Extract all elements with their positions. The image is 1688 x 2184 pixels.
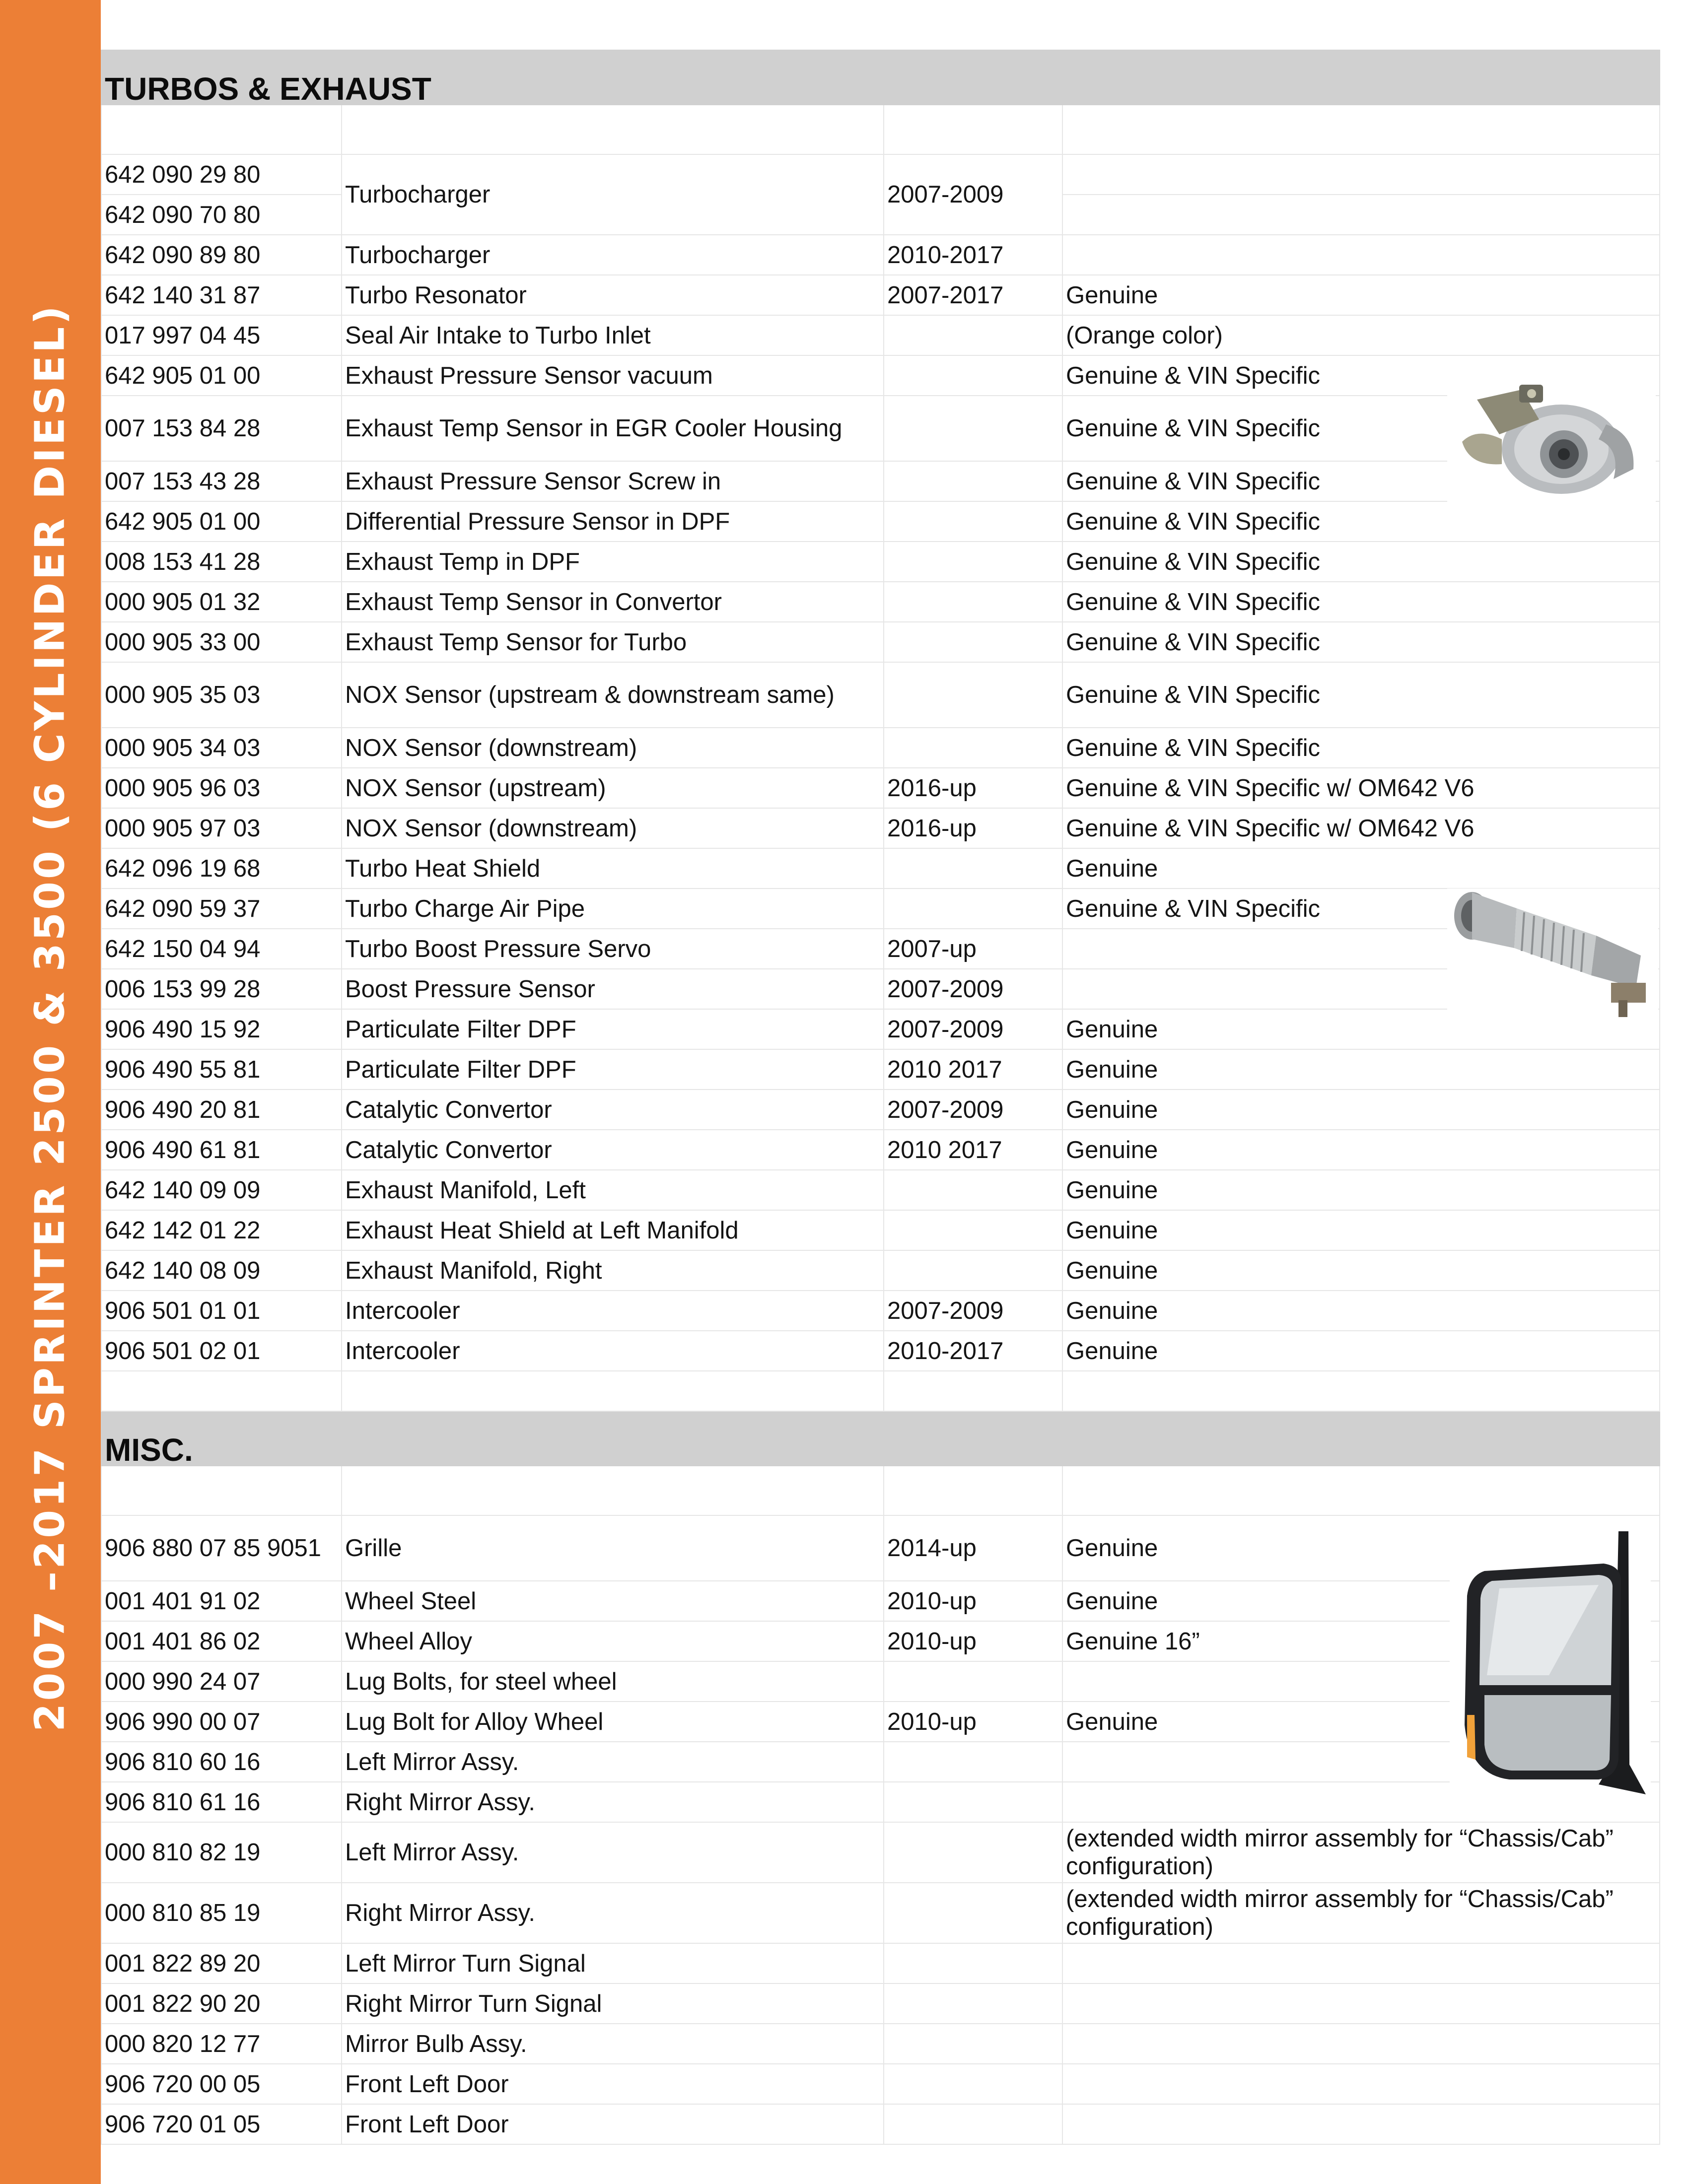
part-notes xyxy=(1062,235,1660,275)
part-description: Turbocharger xyxy=(342,154,884,235)
side-mirror-photo xyxy=(1450,1526,1651,1799)
part-years: 2010-up xyxy=(884,1621,1062,1661)
part-description: Particulate Filter DPF xyxy=(342,1009,884,1049)
table-row xyxy=(101,1661,1660,1702)
part-notes: Genuine xyxy=(1062,1702,1660,1742)
part-years xyxy=(884,2104,1062,2144)
part-number: 006 153 99 28 xyxy=(101,969,342,1009)
part-notes: Genuine & VIN Specific xyxy=(1062,501,1660,542)
part-years xyxy=(884,2024,1062,2064)
part-number: 642 090 29 80 xyxy=(101,154,342,195)
part-years xyxy=(884,662,1062,728)
part-years: 2007-2009 xyxy=(884,1291,1062,1331)
table-row xyxy=(101,1009,1660,1049)
part-years: 2010-2017 xyxy=(884,235,1062,275)
table-row xyxy=(101,848,1660,888)
part-years: 2007-2009 xyxy=(884,154,1062,235)
part-notes: Genuine xyxy=(1062,1130,1660,1170)
table-row xyxy=(101,1782,1660,1822)
part-number: 642 090 70 80 xyxy=(101,195,342,235)
part-number: 906 501 01 01 xyxy=(101,1291,342,1331)
part-notes: Genuine xyxy=(1062,1049,1660,1090)
part-notes: Genuine xyxy=(1062,1291,1660,1331)
part-description: NOX Sensor (upstream & downstream same) xyxy=(342,662,884,728)
table-row xyxy=(101,1883,1660,1943)
table-row xyxy=(101,662,1660,728)
part-number: 642 140 31 87 xyxy=(101,275,342,315)
table-row xyxy=(101,2024,1660,2064)
part-notes: Genuine & VIN Specific xyxy=(1062,461,1660,501)
part-number: 642 150 04 94 xyxy=(101,929,342,969)
part-number: 906 501 02 01 xyxy=(101,1331,342,1371)
part-description: Turbocharger xyxy=(342,235,884,275)
part-number: 008 153 41 28 xyxy=(101,542,342,582)
part-number: 642 140 08 09 xyxy=(101,1250,342,1291)
part-description: NOX Sensor (downstream) xyxy=(342,808,884,848)
parts-table-body xyxy=(101,50,1660,2144)
table-row xyxy=(101,888,1660,929)
part-description: Boost Pressure Sensor xyxy=(342,969,884,1009)
part-notes: Genuine xyxy=(1062,1170,1660,1210)
table-row xyxy=(101,929,1660,969)
part-years: 2010-2017 xyxy=(884,1331,1062,1371)
part-years xyxy=(884,1822,1062,1883)
part-number: 906 720 01 05 xyxy=(101,2104,342,2144)
part-years xyxy=(884,1661,1062,1702)
part-years xyxy=(884,315,1062,355)
turbocharger-photo xyxy=(1447,380,1656,504)
table-row xyxy=(101,1210,1660,1250)
part-number: 007 153 84 28 xyxy=(101,396,342,461)
part-years xyxy=(884,1782,1062,1822)
part-number: 001 822 89 20 xyxy=(101,1943,342,1983)
part-description: Exhaust Temp Sensor in Convertor xyxy=(342,582,884,622)
part-notes xyxy=(1062,154,1660,195)
part-number: 906 810 60 16 xyxy=(101,1742,342,1782)
part-notes: Genuine xyxy=(1062,1250,1660,1291)
part-number: 906 880 07 85 9051 xyxy=(101,1515,342,1581)
orange-sidebar xyxy=(0,0,101,2184)
table-row xyxy=(101,315,1660,355)
part-years xyxy=(884,1210,1062,1250)
part-notes: Genuine & VIN Specific xyxy=(1062,728,1660,768)
part-number: 906 490 61 81 xyxy=(101,1130,342,1170)
part-description: Exhaust Manifold, Left xyxy=(342,1170,884,1210)
table-row xyxy=(101,1742,1660,1782)
part-notes: (extended width mirror assembly for “Chassis/Cab” configuration) xyxy=(1062,1883,1660,1943)
table-row xyxy=(101,2064,1660,2104)
part-description: Catalytic Convertor xyxy=(342,1090,884,1130)
part-notes: Genuine 16” xyxy=(1062,1621,1660,1661)
table-row xyxy=(101,808,1660,848)
part-notes: Genuine xyxy=(1062,1581,1660,1621)
part-description: NOX Sensor (downstream) xyxy=(342,728,884,768)
table-row xyxy=(101,1250,1660,1291)
part-description: Exhaust Pressure Sensor Screw in xyxy=(342,461,884,501)
part-notes: Genuine & VIN Specific xyxy=(1062,622,1660,662)
part-number: 906 990 00 07 xyxy=(101,1702,342,1742)
part-notes xyxy=(1062,195,1660,235)
part-notes xyxy=(1062,2064,1660,2104)
part-description: Right Mirror Turn Signal xyxy=(342,1983,884,2024)
part-notes: (extended width mirror assembly for “Chassis/Cab” configuration) xyxy=(1062,1822,1660,1883)
part-years xyxy=(884,355,1062,396)
parts-table xyxy=(101,50,1660,2145)
part-description: Right Mirror Assy. xyxy=(342,1883,884,1943)
table-row xyxy=(101,275,1660,315)
part-years xyxy=(884,1742,1062,1782)
part-number: 000 905 01 32 xyxy=(101,582,342,622)
part-years xyxy=(884,1943,1062,1983)
part-description: Right Mirror Assy. xyxy=(342,1782,884,1822)
part-description: Turbo Resonator xyxy=(342,275,884,315)
part-description: Differential Pressure Sensor in DPF xyxy=(342,501,884,542)
part-notes: (Orange color) xyxy=(1062,315,1660,355)
part-years xyxy=(884,622,1062,662)
section-title: MISC. xyxy=(101,1411,1660,1466)
table-row xyxy=(101,501,1660,542)
part-years xyxy=(884,848,1062,888)
part-years: 2007-2009 xyxy=(884,1090,1062,1130)
part-notes: Genuine xyxy=(1062,1210,1660,1250)
part-years: 2016-up xyxy=(884,808,1062,848)
table-row xyxy=(101,1331,1660,1371)
part-years: 2007-2009 xyxy=(884,1009,1062,1049)
part-number: 906 720 00 05 xyxy=(101,2064,342,2104)
part-description: Intercooler xyxy=(342,1331,884,1371)
part-number: 642 905 01 00 xyxy=(101,501,342,542)
part-years xyxy=(884,461,1062,501)
table-row xyxy=(101,396,1660,461)
part-number: 017 997 04 45 xyxy=(101,315,342,355)
part-description: Grille xyxy=(342,1515,884,1581)
table-row xyxy=(101,1291,1660,1331)
part-notes: Genuine & VIN Specific xyxy=(1062,662,1660,728)
part-notes: Genuine & VIN Specific xyxy=(1062,396,1660,461)
part-notes: Genuine xyxy=(1062,1515,1660,1581)
exhaust-pipe-photo xyxy=(1447,888,1658,1020)
table-row xyxy=(101,1943,1660,1983)
part-number: 642 140 09 09 xyxy=(101,1170,342,1210)
part-number: 000 810 82 19 xyxy=(101,1822,342,1883)
part-number: 000 905 33 00 xyxy=(101,622,342,662)
part-number: 642 905 01 00 xyxy=(101,355,342,396)
part-description: NOX Sensor (upstream) xyxy=(342,768,884,808)
part-years xyxy=(884,501,1062,542)
part-years xyxy=(884,582,1062,622)
table-row xyxy=(101,2104,1660,2144)
part-description: Turbo Charge Air Pipe xyxy=(342,888,884,929)
part-description: Exhaust Pressure Sensor vacuum xyxy=(342,355,884,396)
table-row xyxy=(101,154,1660,195)
table-row xyxy=(101,542,1660,582)
table-row xyxy=(101,622,1660,662)
part-years xyxy=(884,1250,1062,1291)
part-number: 007 153 43 28 xyxy=(101,461,342,501)
part-number: 906 490 55 81 xyxy=(101,1049,342,1090)
section-title: TURBOS & EXHAUST xyxy=(101,50,1660,105)
table-row xyxy=(101,235,1660,275)
part-number: 000 905 96 03 xyxy=(101,768,342,808)
part-description: Turbo Heat Shield xyxy=(342,848,884,888)
spacer-row xyxy=(101,1371,1660,1411)
part-number: 000 990 24 07 xyxy=(101,1661,342,1702)
section-header-turbos xyxy=(101,50,1660,105)
table-row xyxy=(101,1515,1660,1581)
part-notes: Genuine xyxy=(1062,848,1660,888)
part-description: Left Mirror Assy. xyxy=(342,1822,884,1883)
table-row xyxy=(101,969,1660,1009)
part-description: Catalytic Convertor xyxy=(342,1130,884,1170)
part-number: 906 490 15 92 xyxy=(101,1009,342,1049)
part-description: Exhaust Manifold, Right xyxy=(342,1250,884,1291)
part-description: Wheel Alloy xyxy=(342,1621,884,1661)
part-years: 2010 2017 xyxy=(884,1049,1062,1090)
table-row xyxy=(101,582,1660,622)
part-years xyxy=(884,542,1062,582)
part-number: 642 090 59 37 xyxy=(101,888,342,929)
part-notes: Genuine & VIN Specific xyxy=(1062,542,1660,582)
table-row xyxy=(101,1822,1660,1883)
table-row xyxy=(101,1621,1660,1661)
part-description: Seal Air Intake to Turbo Inlet xyxy=(342,315,884,355)
part-number: 001 822 90 20 xyxy=(101,1983,342,2024)
spacer-row xyxy=(101,1466,1660,1515)
part-years: 2010-up xyxy=(884,1702,1062,1742)
spacer-row xyxy=(101,105,1660,154)
part-notes: Genuine xyxy=(1062,1090,1660,1130)
part-years: 2007-up xyxy=(884,929,1062,969)
part-notes xyxy=(1062,1943,1660,1983)
part-description: Front Left Door xyxy=(342,2104,884,2144)
vehicle-title: 2007 –2017 SPRINTER 2500 & 3500 (6 CYLINDER DIESEL) xyxy=(26,303,74,1732)
part-description: Intercooler xyxy=(342,1291,884,1331)
part-years: 2016-up xyxy=(884,768,1062,808)
part-years: 2010-up xyxy=(884,1581,1062,1621)
table-row xyxy=(101,1049,1660,1090)
section-header-misc xyxy=(101,1411,1660,1466)
part-notes xyxy=(1062,1983,1660,2024)
part-number: 001 401 86 02 xyxy=(101,1621,342,1661)
part-years: 2010 2017 xyxy=(884,1130,1062,1170)
part-number: 642 090 89 80 xyxy=(101,235,342,275)
table-row xyxy=(101,461,1660,501)
part-description: Left Mirror Assy. xyxy=(342,1742,884,1782)
part-years xyxy=(884,2064,1062,2104)
table-row xyxy=(101,355,1660,396)
part-number: 000 905 97 03 xyxy=(101,808,342,848)
part-description: Turbo Boost Pressure Servo xyxy=(342,929,884,969)
part-number: 000 820 12 77 xyxy=(101,2024,342,2064)
part-number: 906 490 20 81 xyxy=(101,1090,342,1130)
part-notes xyxy=(1062,2104,1660,2144)
part-description: Mirror Bulb Assy. xyxy=(342,2024,884,2064)
part-number: 001 401 91 02 xyxy=(101,1581,342,1621)
part-notes: Genuine xyxy=(1062,1009,1660,1049)
table-row xyxy=(101,1983,1660,2024)
part-notes: Genuine & VIN Specific w/ OM642 V6 xyxy=(1062,768,1660,808)
part-number: 000 905 34 03 xyxy=(101,728,342,768)
part-notes: Genuine & VIN Specific xyxy=(1062,582,1660,622)
table-row xyxy=(101,1170,1660,1210)
part-years xyxy=(884,888,1062,929)
part-number: 000 810 85 19 xyxy=(101,1883,342,1943)
table-row xyxy=(101,768,1660,808)
part-description: Wheel Steel xyxy=(342,1581,884,1621)
part-years xyxy=(884,728,1062,768)
part-notes: Genuine & VIN Specific xyxy=(1062,888,1660,929)
part-years xyxy=(884,1170,1062,1210)
part-description: Exhaust Heat Shield at Left Manifold xyxy=(342,1210,884,1250)
part-number: 000 905 35 03 xyxy=(101,662,342,728)
part-number: 906 810 61 16 xyxy=(101,1782,342,1822)
table-row xyxy=(101,1130,1660,1170)
part-years: 2007-2009 xyxy=(884,969,1062,1009)
part-notes: Genuine xyxy=(1062,275,1660,315)
part-years: 2014-up xyxy=(884,1515,1062,1581)
part-years xyxy=(884,1983,1062,2024)
part-description: Left Mirror Turn Signal xyxy=(342,1943,884,1983)
part-years xyxy=(884,1883,1062,1943)
part-notes: Genuine xyxy=(1062,1331,1660,1371)
table-row xyxy=(101,1090,1660,1130)
part-notes: Genuine & VIN Specific xyxy=(1062,355,1660,396)
part-description: Exhaust Temp in DPF xyxy=(342,542,884,582)
part-description: Lug Bolt for Alloy Wheel xyxy=(342,1702,884,1742)
part-number: 642 142 01 22 xyxy=(101,1210,342,1250)
part-number: 642 096 19 68 xyxy=(101,848,342,888)
part-description: Exhaust Temp Sensor for Turbo xyxy=(342,622,884,662)
table-row xyxy=(101,1581,1660,1621)
table-row xyxy=(101,1702,1660,1742)
part-description: Particulate Filter DPF xyxy=(342,1049,884,1090)
parts-list xyxy=(101,50,1659,2145)
part-years: 2007-2017 xyxy=(884,275,1062,315)
part-notes xyxy=(1062,2024,1660,2064)
part-notes: Genuine & VIN Specific w/ OM642 V6 xyxy=(1062,808,1660,848)
part-description: Front Left Door xyxy=(342,2064,884,2104)
table-row xyxy=(101,728,1660,768)
part-description: Lug Bolts, for steel wheel xyxy=(342,1661,884,1702)
part-years xyxy=(884,396,1062,461)
part-description: Exhaust Temp Sensor in EGR Cooler Housing xyxy=(342,396,884,461)
